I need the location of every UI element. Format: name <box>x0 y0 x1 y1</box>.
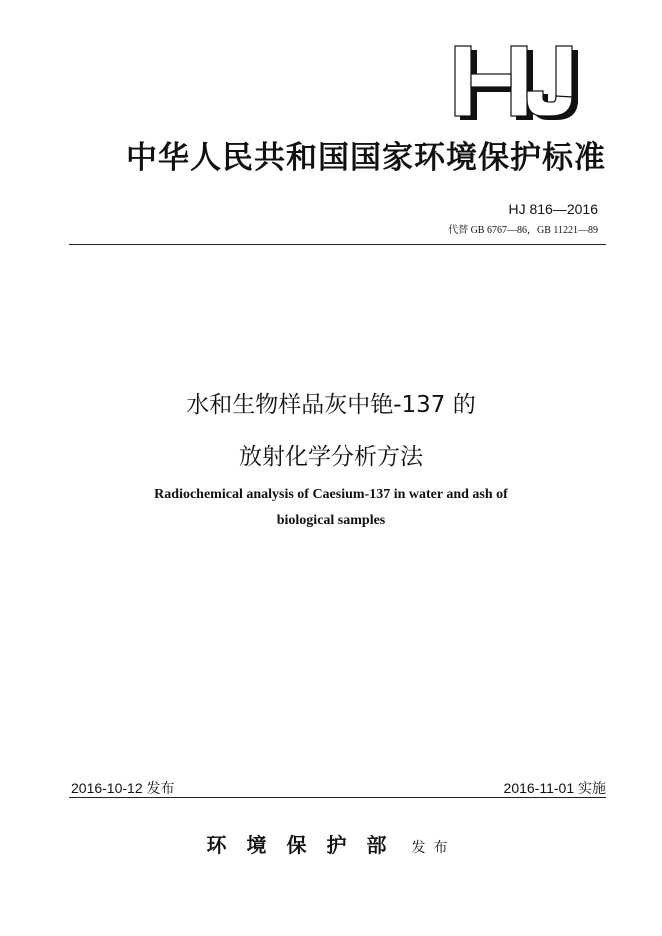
issuer-verb: 发布 <box>411 840 456 856</box>
implementation-date: 2016-11-01 实施 <box>503 780 606 796</box>
hj-logo <box>452 44 594 122</box>
english-title-line-1: Radiochemical analysis of Caesium-137 in water and ash of <box>154 487 508 502</box>
issue-date: 2016-10-12 发布 <box>71 780 175 796</box>
top-divider <box>69 244 606 245</box>
chinese-title-line-1: 水和生物样品灰中铯-137 的 <box>186 392 476 418</box>
issuer-name: 环境保护部 <box>206 833 407 857</box>
issuer-line <box>0 829 662 858</box>
bottom-divider <box>69 797 606 798</box>
standard-number: HJ 816—2016 <box>508 201 598 217</box>
standard-series-title: 中华人民共和国国家环境保护标准 <box>126 140 606 176</box>
chinese-title-line-2: 放射化学分析方法 <box>239 444 423 470</box>
english-title-line-2: biological samples <box>276 513 386 528</box>
replaces-standards: 代替 GB 6767—86，GB 11221—89 <box>448 225 598 236</box>
